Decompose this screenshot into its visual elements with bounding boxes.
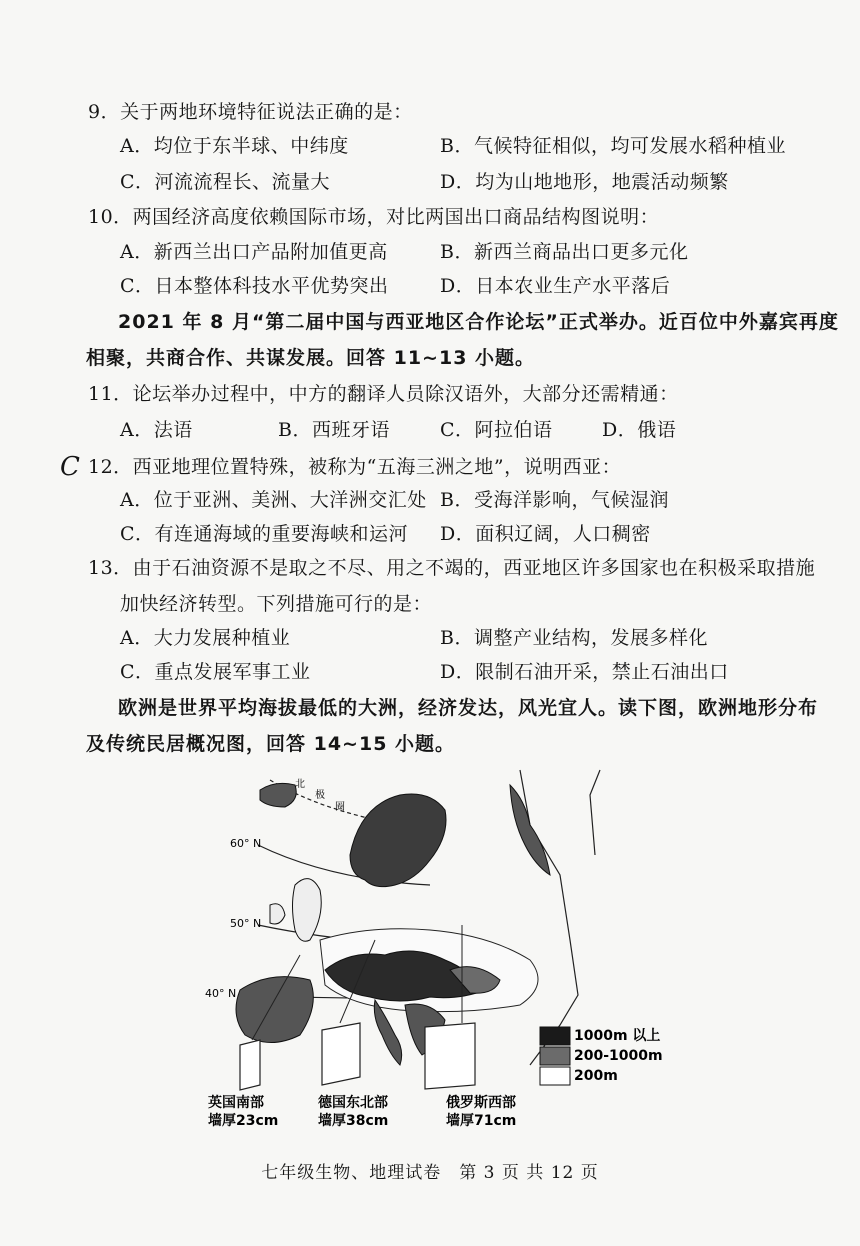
- europe-intro-line-1: 欧洲是世界平均海拔最低的大洲，经济发达，风光宜人。读下图，欧洲地形分布: [118, 697, 819, 719]
- scandinavia-shape: [350, 794, 446, 887]
- question-13-stem-line-2: 加快经济转型。下列措施可行的是：: [120, 593, 433, 615]
- q10-option-c: C．日本整体科技水平优势突出: [120, 275, 389, 297]
- handwritten-answer-mark: C: [60, 452, 80, 482]
- q10-option-a: A．新西兰出口产品附加值更高: [120, 241, 388, 263]
- legend-label-mid: 200-1000m: [574, 1048, 663, 1064]
- q13-option-b: B．调整产业结构，发展多样化: [440, 627, 708, 649]
- iceland-shape: [260, 783, 296, 807]
- intro-paragraph-line-2: 相聚，共商合作、共谋发展。回答 11~13 小题。: [86, 347, 536, 369]
- q9-option-a: A．均位于东半球、中纬度: [120, 135, 349, 157]
- legend-swatch-mid: [540, 1047, 570, 1065]
- question-12-stem: 12．西亚地理位置特殊，被称为“五海三洲之地”，说明西亚：: [88, 456, 622, 478]
- q10-option-d: D．日本农业生产水平落后: [440, 275, 671, 297]
- map-legend: [540, 1027, 663, 1085]
- germany-house-panel: [322, 1023, 360, 1085]
- russia-house-panel: [425, 1023, 475, 1089]
- britain-shape: [293, 879, 322, 942]
- q12-option-a: A．位于亚洲、美洲、大洋洲交汇处: [120, 489, 427, 511]
- question-13-stem-line-1: 13．由于石油资源不是取之不尽、用之不竭的，西亚地区许多国家也在积极采取措施: [88, 557, 816, 579]
- q12-option-b: B．受海洋影响，气候湿润: [440, 489, 669, 511]
- q9-option-c: C．河流流程长、流量大: [120, 171, 331, 193]
- latitude-50-label: 50° N: [230, 917, 262, 930]
- iberia-shape: [236, 977, 313, 1043]
- uk-house-name: 英国南部: [208, 1095, 264, 1111]
- legend-label-low: 200m: [574, 1068, 618, 1084]
- arctic-label-1: 北: [295, 779, 305, 790]
- q11-option-a: A．法语: [120, 419, 193, 441]
- q12-option-c: C．有连通海域的重要海峡和运河: [120, 523, 409, 545]
- germany-house-name: 德国东北部: [318, 1095, 388, 1111]
- russia-house-name: 俄罗斯西部: [446, 1095, 516, 1111]
- q11-option-c: C．阿拉伯语: [440, 419, 553, 441]
- russia-wall-thickness: 墙厚71cm: [446, 1113, 517, 1129]
- latitude-40-label: 40° N: [205, 987, 237, 1000]
- arctic-label-2: 极: [315, 790, 325, 801]
- q13-option-d: D．限制石油开采，禁止石油出口: [440, 661, 729, 683]
- q13-option-c: C．重点发展军事工业: [120, 661, 311, 683]
- q13-option-a: A．大力发展种植业: [120, 627, 291, 649]
- question-9-stem: 9．关于两地环境特征说法正确的是：: [88, 101, 413, 123]
- uk-house-panel: [240, 1040, 260, 1090]
- q10-option-b: B．新西兰商品出口更多元化: [440, 241, 689, 263]
- europe-terrain-map: [200, 765, 663, 1140]
- legend-label-high: 1000m 以上: [574, 1028, 661, 1044]
- uk-wall-thickness: 墙厚23cm: [208, 1113, 279, 1129]
- question-11-stem: 11．论坛举办过程中，中方的翻译人员除汉语外，大部分还需精通：: [88, 383, 679, 405]
- ural-mountains-shape: [510, 785, 550, 875]
- germany-wall-thickness: 墙厚38cm: [318, 1113, 389, 1129]
- q9-option-d: D．均为山地地形，地震活动频繁: [440, 171, 729, 193]
- latitude-60-label: 60° N: [230, 837, 262, 850]
- question-10-stem: 10．两国经济高度依赖国际市场，对比两国出口商品结构图说明：: [88, 206, 660, 228]
- q11-option-b: B．西班牙语: [278, 419, 390, 441]
- intro-paragraph-line-1: 2021 年 8 月“第二届中国与西亚地区合作论坛”正式举办。近百位中外嘉宾再度: [118, 311, 839, 333]
- q9-option-b: B．气候特征相似，均可发展水稻种植业: [440, 135, 786, 157]
- legend-swatch-high: [540, 1027, 570, 1045]
- europe-intro-line-2: 及传统民居概况图，回答 14~15 小题。: [86, 733, 456, 755]
- q12-option-d: D．面积辽阔，人口稠密: [440, 523, 651, 545]
- arctic-label-3: 圈: [335, 802, 345, 813]
- page-footer: 七年级生物、地理试卷 第 3 页 共 12 页: [261, 1163, 599, 1183]
- q11-option-d: D．俄语: [602, 419, 677, 441]
- legend-swatch-low: [540, 1067, 570, 1085]
